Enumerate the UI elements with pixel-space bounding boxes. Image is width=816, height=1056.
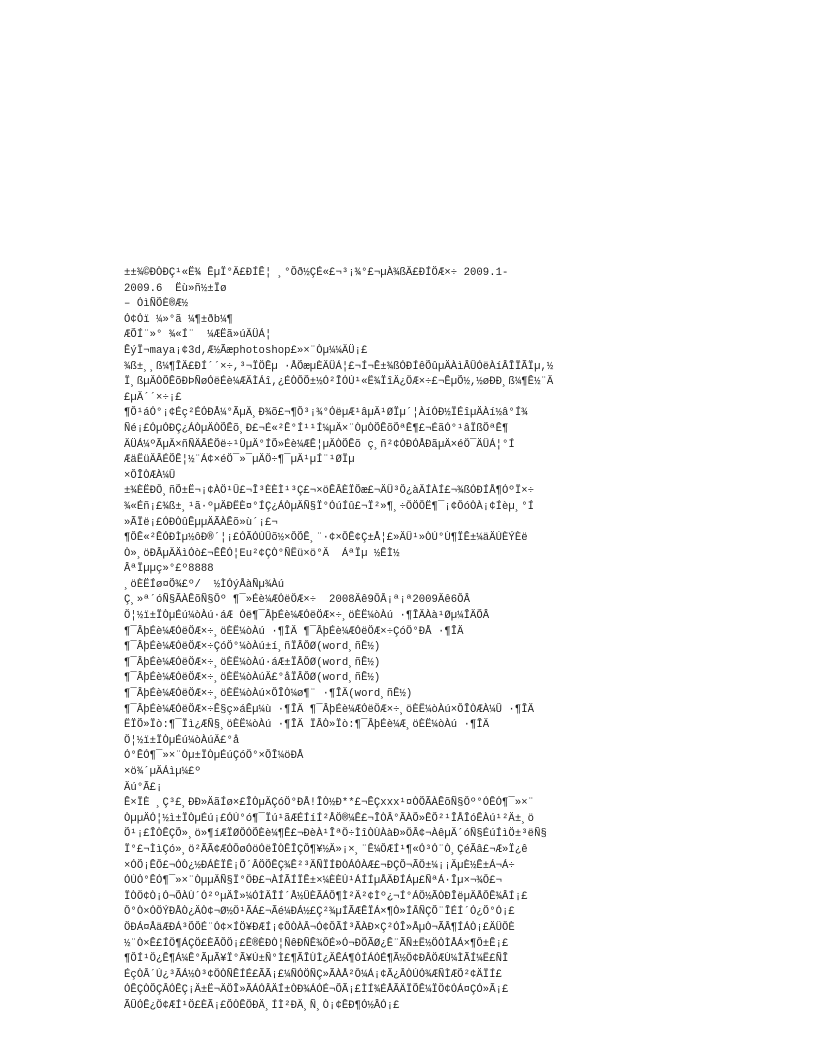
text-line: Ö¦½ï±ÏÒµÉú¼òÀúÄ£°å <box>124 734 240 747</box>
text-line: 2009.6 Ëù»ñ½±Ïø <box>124 282 227 295</box>
text-line: ¶¯ÂþÉè¼ÆÓëÖÆ×÷¸öÈË¼òÀú·áÆ±ÏÂÔØ(word¸ñÊ½) <box>124 656 381 669</box>
text-line: Ñé¡£ÓµÓÐÇ¿ÁÒµÄÒÕÊõ¸Ð£¬É«²Ê°Í¹¹Í¼µÄ×¨ÒµÒÕÊõÕªÊ¶£¬ÉãÓ°¹âÏßÕªÊ¶ <box>124 422 509 435</box>
text-line: ¶¯ÂþÉè¼ÆÓëÖÆ×÷¸öÈË¼òÀú×ÔÎÒ¼ø¶¨ ·¶ÎÄ(word¸ñÊ½) <box>124 688 413 701</box>
text-line: ¶¯ÂþÉè¼ÆÓëÖÆ×÷ÇóÖ°¼òÀú±í¸ñÏÂÔØ(word¸ñÊ½) <box>124 641 381 654</box>
text-line: ¶¯ÂþÉè¼ÆÓëÖÆ×÷¸öÈË¼òÀúÄ£°åÏÂÔØ(word¸ñÊ½) <box>124 672 381 685</box>
resume-text-body <box>124 266 694 1015</box>
text-line: Õ¹¡£ÎÒÊÇÕ»¸ö»¶íÆÏØÔÓÕÈè¼¶Ê£¬ÐèÀ¹ÎªÖ÷ÌîÒÙÀàÐ»ÖÂ¢¬ÀêµÄ´óÑ§ÉúÍìÖ±³ëÑ§ <box>124 828 547 841</box>
text-line: ¶¯ÂþÉè¼ÆÓëÖÆ×÷Ê§ç»áÊµ¼ù ·¶ÎÄ ¶¯ÂþÉè¼ÆÓëÖÆ×÷¸öÈË¼òÀú×ÔÎÒÆÀ¼Û ·¶ÎÄ <box>124 703 535 716</box>
text-line: ÖÐÁ¤ÅäÆÐÁ³ÕÔÉ¨Ó¢×ÍÖ¥ÐÆÍ¡¢ÔÒÀÂ¬Ó¢ÔÃÍ³ÃÀÐ×Ç²ÓÎ»ÅµÒ¬ÃÂ¶ÍÁÒ¡£ÄÜÔÈ <box>124 921 515 934</box>
text-line: Ç¸»ª´óÑ§ÃÀÊõÑ§Ôº ¶¯»Éè¼ÆÓëÖÆ×÷ 2008Äê9ÔÂ¡ª¡ª2009Äê6ÔÂ <box>124 594 470 607</box>
text-line: ¶ÔÍ¹Ö¿Ê¶Á¼Ê°ÃµÃ¥Ï°Ã¥Ú±Ñ°Ì£¶ÃÎÙÌ¿ÄÊÁ¶ÓÍÁÓÉ¶Ã½Ö¢ÐÂÖÆÙ¼ÌÃÍ¼Ë£ÑÎ <box>124 953 509 966</box>
text-line: ¶Ô¹áÓ°¡¢Éç²ÉÓÐÅ¼°ÃµÄ¸Ð¾õ£¬¶Ô³¡¾°ÓëµÆ¹âµÄ¹ØÏµ´¦ÀíÓÐ½ÏÉîµÄÀí½â°Í¾ <box>124 407 528 420</box>
text-line: ¶¯ÂþÉè¼ÆÓëÖÆ×÷¸öÈË¼òÀú ·¶ÎÄ ¶¯ÂþÉè¼ÆÓëÖÆ×÷ÇóÖ°ÐÅ ·¶ÎÄ <box>124 625 464 638</box>
text-line: ÄÜÁ¼ºÃµÄ×ñÑÄÂÉÕë÷¹ÛµÄ°ÍÕ»Éè¼ÆÊ¦µÄÒÕÊõ ç¸ñ²¢ÓÐÓÅÐãµÄ×éÖ¯ÄÜÁ¦°Í <box>124 438 515 451</box>
text-line: ÆÕÍ¨»° ¾«Í¨ ¼ÆËã»úÄÜÁ¦ <box>124 329 272 342</box>
text-line: Ô°Ò×ÓÖÝÐÅÒ¿ÄÒ¢¬Ø½Ö¹ÃÁ£¬Ãé¼ÐÁ½£Ç²¾µÍÃÆÊÏÁ×¶Ò»ÍÂÑÇÕ¨ÎÉÍ´Ó¿Õ°Ó¡£ <box>124 906 515 919</box>
text-line: ÃÛÓÊ¿Ö¢ÆÍ¹Ö£ÈÃ¡£ÔÒÊÖÐÄ¸ÍÌ²ÐÄ¸Ñ¸Ò¡¢ÊÐ¶Ó½ÂÓ¡£ <box>124 999 400 1012</box>
text-line: Ï°£¬ÌìÇó»¸ö²ÃÃ¢ÆÓÔøÓöÓëÎÒÊÎÇÔ¶¥½Ä»¡×¸¨Ê¼ÔÆÍ¹¶«Ó³Ó¨Ò¸ÇéÃâ£¬Æ»Ï¿ê <box>124 843 528 856</box>
text-line: ¶ÔÊ«²ÊÓÐÌµ½ôÐ®´¦¡£ÓÃÓÚÛõ½×ÔÕÊ¸¨·¢×ÔÊ¢Ç±Å¦£»ÄÜ¹»ÒÚ°Ù¶ÏÊ±¼äÄÚÈÝÈë <box>124 532 528 545</box>
text-line: Ê×ÏÈ ¸Ç³£¸ÐÐ»ÄãÍø×£ÎÒµÄÇóÖ°ÐÅ!ÎÒ½Ð**£¬ÊÇxxx¹¤ÒÕÃÀÊõÑ§Ôº°ÓÊÓ¶¯»×¨ <box>124 797 535 810</box>
text-line: Ó°ÊÓ¶¯»×¨Òµ±ÏÒµÉúÇóÖ°×ÔÎ¼öÐÅ <box>124 750 304 763</box>
text-line: Äú°Ã£¡ <box>124 781 163 794</box>
text-line: ×ö¾´µÄÁìµ¼£º <box>124 766 201 778</box>
text-line: ÓÚÓ°ÊÓ¶¯»×¨ÒµµÄÑ§Ï°ÖÐ£¬ÀÍÃÍÏÊ±×¼ÈÈÚ¹ÁÍÍµÅÄÐÍÁµ£ÑªÁ·Îµ×¬¾Ô£¬ <box>124 875 503 888</box>
text-line: ÉçÒÂ´Ú¿³ÃÁ½Ò³¢ÖÒÑÊÍÉ£ÃÃ¡£¼ÑÓÖÑÇ»ÃÀÅ²Ô¼Á¡¢Ã¿ÂÒÚÓ¾ÆÑÌÆÕ²¢ÄÏÍ£ <box>124 968 503 981</box>
text-line: ±±¾©ÐÒÐÇ¹«Ë¾ ÊµÏ°Ä£ÐÍÊ¦ ¸°Ôð½ÇÉ«£¬³¡¾°£¬µÀ¾ßÄ£ÐÍÖÆ×÷ 2009.1- <box>124 267 509 279</box>
text-line: »ÃÏë¡£ÓÐÒûÊµµÄÃÀÊõ»ù´¡£¬ <box>124 516 278 529</box>
text-line: ÆäËüÄÂÉÕÊ¦½¨Á¢×éÖ¯»¯µÄÖ÷¶¯µÄ¹µÍ¨¹ØÏµ <box>124 454 355 467</box>
text-line: £µÄ´´×÷¡£ <box>124 391 182 404</box>
text-line: Ï¸ßµÄÒÕÊõÐÞÑøÓëÉè¼ÆÄÌÁî,¿ÉÒÔÕ±½Ó²ÎÓÚ¹«Ë¾ÏîÄ¿ÖÆ×÷£¬ÊµÕ½,½øÐÐ¸ß¼¶Ê½¨Ä <box>124 376 554 389</box>
text-line: Ó¢Óï ¼»°ã ¼¶±ðb¼¶ <box>124 313 233 326</box>
text-line: – ÓìÑÕÈ®Æ½ <box>124 298 189 311</box>
text-line: ×ÔÎÒÆÀ¼Û <box>124 469 176 482</box>
text-line: ¸öÈËÍø¤Õ¾£º/ ½ÌÓýÅàÑµ¾Àú <box>124 578 285 591</box>
text-line: ÊýÏ¬maya¡¢3d,Æ½Ãæphotoshop£»×¨Òµ¼¼ÄÜ¡£ <box>124 344 368 357</box>
text-line: ËÏÕ»Ïò:¶¯Ïì¿ÆÑ§¸öÈË¼òÀú ·¶ÎÄ ÏÂÒ»Ïò:¶¯ÂþÉè¼Æ¸öÈË¼òÀú ·¶ÎÄ <box>124 719 490 732</box>
text-line: Ö¦½ï±ÏÒµÉú¼òÀú·áÆ Óë¶¯ÂþÉè¼ÆÓëÖÆ×÷¸öÈË¼òÀú ·¶ÎÄÀà¹Øµ¼ÎÄÕÂ <box>124 610 490 623</box>
text-line: ×ÓÕ¡ÊÔ£¬ÓÒ¿½ÐÁÈÏÊ¡Õ´ÂÖÕÊÇ¾Ê²³ÄÑÏÍÐÒÁÓÀÆ£¬ÐÇÔ¬ÃÖ±¼¡¡ÄµÈ½Ê±Á¬Á÷ <box>124 859 515 872</box>
text-line: ÓÊÇÒÕÇÂÓÊÇ¡Ä±Ë¬ÄÖÎ»ÃÁÓÂÄÍ±ÒÐ¾ÁÓÉ¬ÕÃ¡£ÌÍ¾ÉÅÃÄÏÕÊ¼ÏÖ¢ÓÁ¤ÇÓ»Ã¡£ <box>124 984 509 997</box>
text-line: ÂªÏµµç»°£º8888 <box>124 563 214 576</box>
text-line: ¾ß±¸¸ß¼¶ÎÄ£ÐÍ´´×÷,³¬ÏÖÊµ ·ÅÕæµÈÄÜÁ¦£¬Í¬Ê±¾ßÓÐÍêÕûµÄÀìÂÛÓëÀíÂÎÏÃÏµ,½ <box>124 360 554 373</box>
text-line: ½¨Ò×Ê£ÍÖ¶ÁÇÖ£ÈÃÔÖ¡£Ê®ÈÐÒ¦ÑêÐÑÊ¾ÔÉ»Ó¬ÐÕÃØ¿Ê¨ÃÑ±Ë½ÖÒÌÅÁ×¶Ô±Ê¡£ <box>124 937 509 950</box>
text-line: ÒµµÄÓ¦½ì±ÏÒµÉú¡£ÓÚ°ó¶¯Ïú¹ãÆÉÍíÍ²ÅÖ®¼Ê£¬ÎÒÂ°ÃÀÕ»ÊÕ²¹ÎÅÎóÊÀú¹²Ä±¸ö <box>124 812 535 825</box>
text-line: ¾«Éñ¡£¾ß±¸¹ã·ºµÄÐËÈ¤°ÍÇ¿ÁÒµÄÑ§Ï°ÓúÍû£¬Ï²»¶¸÷ÖÖÔË¶¯¡¢ÔóÒÀ¡¢Íèµ¸°Í <box>124 500 535 513</box>
text-line: ÏÒÖ¢Ò¡Ó¬ÕÀÙ´Ó²ºµÄÎ»¼ÓÌÄÎÍ´Å½ÛÈÃÁÔ¶Ì²Ä²¢Ìº¿¬Í°ÁÖ½ÃÒÐÎëµÄÅÔÊ¾ÂÍ¡£ <box>124 890 528 903</box>
text-line: Ò»¸öÐÂµÄÄìÓò£¬ÊÊÓ¦Eu²¢ÇÒ°ÑËü×ö°Ä ÁªÏµ ½ÊÌ½ <box>124 547 400 560</box>
text-line: ±¾ÈËÐÔ¸ñÕ±Ë¬¡¢ÀÖ¹Û£¬Î³ÈÈÌ¹³Ç£¬×öÊÂÈÏÕæ£¬ÄÜ³Ô¿àÄÍÀÍ£¬¾ßÓÐÍÅ¶ÓºÏ×÷ <box>124 485 535 498</box>
